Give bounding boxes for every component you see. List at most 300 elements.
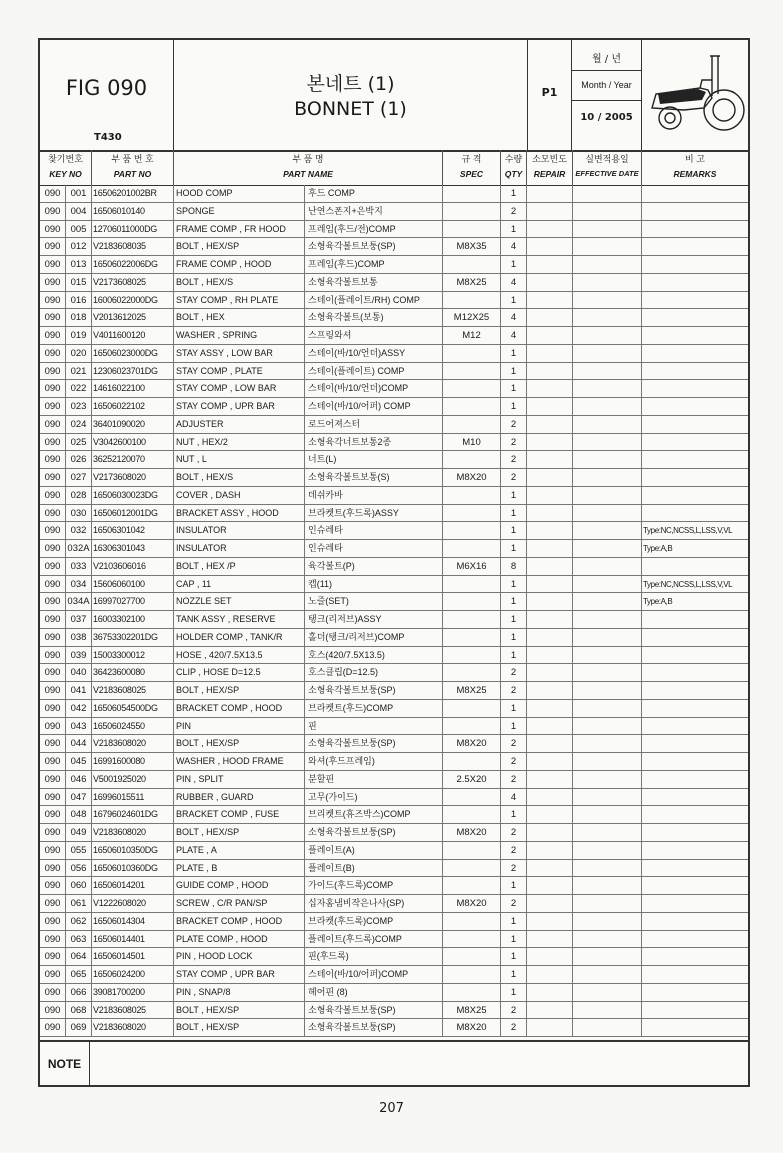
fig-no-cell: 090	[40, 718, 66, 735]
part-name-en-cell: FRAME COMP , HOOD	[174, 256, 305, 273]
qty-cell: 1	[501, 629, 527, 646]
key-no-cell: 056	[66, 860, 92, 877]
part-name-en-cell: PLATE , A	[174, 842, 305, 859]
qty-cell: 1	[501, 877, 527, 894]
spec-cell: M8X25	[443, 1002, 501, 1019]
spec-cell	[443, 292, 501, 309]
fig-no-cell: 090	[40, 380, 66, 397]
remarks-cell	[642, 434, 748, 451]
effective-date-cell	[573, 913, 642, 930]
part-name-en-cell: BRACKET COMP , FUSE	[174, 806, 305, 823]
part-name-kr-cell: 핀	[305, 718, 443, 735]
fig-no-cell: 090	[40, 345, 66, 362]
table-row	[40, 718, 748, 736]
part-no-cell: 16506014501	[92, 948, 174, 965]
fig-no-cell: 090	[40, 948, 66, 965]
remarks-cell	[642, 380, 748, 397]
spec-cell	[443, 984, 501, 1001]
repair-cell	[527, 505, 573, 522]
spec-cell: M12	[443, 327, 501, 344]
part-name-en-cell: WASHER , SPRING	[174, 327, 305, 344]
part-name-kr-cell: 소형육각볼트보퉁(SP)	[305, 682, 443, 699]
part-name-en-cell: GUIDE COMP , HOOD	[174, 877, 305, 894]
part-no-cell: V2183608035	[92, 238, 174, 255]
key-no-cell: 044	[66, 735, 92, 752]
qty-cell: 1	[501, 345, 527, 362]
spec-cell	[443, 398, 501, 415]
part-name-en-cell: HOOD COMP	[174, 185, 305, 202]
spec-cell	[443, 877, 501, 894]
remarks-cell	[642, 735, 748, 752]
fig-no-cell: 090	[40, 203, 66, 220]
key-no-cell: 022	[66, 380, 92, 397]
effective-date-cell	[573, 593, 642, 610]
spec-cell: M8X20	[443, 1019, 501, 1036]
fig-no-cell: 090	[40, 434, 66, 451]
remarks-cell	[642, 700, 748, 717]
part-name-kr-cell: 캡(11)	[305, 576, 443, 593]
part-name-kr-cell: 너트(L)	[305, 451, 443, 468]
key-no-cell: 047	[66, 789, 92, 806]
qty-cell: 2	[501, 469, 527, 486]
table-row	[40, 434, 748, 452]
spec-cell	[443, 647, 501, 664]
fig-no-cell: 090	[40, 824, 66, 841]
table-row	[40, 380, 748, 398]
part-no-cell: 16506010140	[92, 203, 174, 220]
part-name-en-cell: CAP , 11	[174, 576, 305, 593]
qty-cell: 1	[501, 913, 527, 930]
table-row	[40, 860, 748, 878]
part-no-cell: 16003302100	[92, 611, 174, 628]
spec-cell	[443, 451, 501, 468]
key-no-cell: 037	[66, 611, 92, 628]
key-no-cell: 064	[66, 948, 92, 965]
fig-no-cell: 090	[40, 505, 66, 522]
effective-date-cell	[573, 824, 642, 841]
part-no-cell: V2183608020	[92, 824, 174, 841]
part-name-en-cell: ADJUSTER	[174, 416, 305, 433]
part-name-en-cell: BOLT , HEX/SP	[174, 1019, 305, 1036]
effective-date-cell	[573, 238, 642, 255]
remarks-cell	[642, 664, 748, 681]
remarks-cell	[642, 913, 748, 930]
spec-cell	[443, 948, 501, 965]
repair-cell	[527, 451, 573, 468]
effective-date-cell	[573, 948, 642, 965]
repair-cell	[527, 877, 573, 894]
remarks-cell	[642, 487, 748, 504]
table-row	[40, 611, 748, 629]
repair-cell	[527, 842, 573, 859]
table-row	[40, 593, 748, 611]
remarks-cell	[642, 789, 748, 806]
table-row	[40, 877, 748, 895]
part-name-kr-cell: 프레임(후드/전)COMP	[305, 221, 443, 238]
table-row	[40, 416, 748, 434]
fig-no-cell: 090	[40, 984, 66, 1001]
fig-no-cell: 090	[40, 735, 66, 752]
qty-cell: 2	[501, 824, 527, 841]
part-no-cell: 12306023701DG	[92, 363, 174, 380]
part-name-kr-cell: 스프링와셔	[305, 327, 443, 344]
effective-date-cell	[573, 505, 642, 522]
key-no-cell: 049	[66, 824, 92, 841]
repair-cell	[527, 221, 573, 238]
spec-cell	[443, 789, 501, 806]
fig-no-cell: 090	[40, 274, 66, 291]
part-no-cell: 36423600080	[92, 664, 174, 681]
effective-date-cell	[573, 931, 642, 948]
key-no-cell: 034	[66, 576, 92, 593]
title-english: BONNET (1)	[294, 98, 407, 120]
spec-cell: M8X35	[443, 238, 501, 255]
part-no-cell: 15003300012	[92, 647, 174, 664]
part-name-en-cell: NUT , HEX/2	[174, 434, 305, 451]
fig-no-cell: 090	[40, 611, 66, 628]
repair-cell	[527, 824, 573, 841]
tractor-illustration	[642, 40, 748, 150]
table-row	[40, 824, 748, 842]
part-no-cell: 16506012001DG	[92, 505, 174, 522]
effective-date-cell	[573, 664, 642, 681]
qty-cell: 2	[501, 451, 527, 468]
key-no-cell: 039	[66, 647, 92, 664]
remarks-cell	[642, 221, 748, 238]
part-name-kr-cell: 소형육각볼트보퉁(SP)	[305, 238, 443, 255]
key-no-cell: 012	[66, 238, 92, 255]
repair-cell	[527, 629, 573, 646]
table-row	[40, 700, 748, 718]
part-name-en-cell: STAY COMP , LOW BAR	[174, 380, 305, 397]
repair-cell	[527, 593, 573, 610]
part-name-en-cell: PIN	[174, 718, 305, 735]
remarks-cell: Type:A,B	[643, 544, 673, 553]
repair-cell	[527, 487, 573, 504]
remarks-cell	[642, 629, 748, 646]
key-no-cell: 066	[66, 984, 92, 1001]
fig-no-cell: 090	[40, 931, 66, 948]
table-row	[40, 1019, 748, 1037]
remarks-cell	[642, 505, 748, 522]
part-no-cell: V3042600100	[92, 434, 174, 451]
spec-cell	[443, 664, 501, 681]
part-name-en-cell: INSULATOR	[174, 522, 305, 539]
part-name-kr-cell: 홀더(탱크/리저브)COMP	[305, 629, 443, 646]
key-no-cell: 032	[66, 522, 92, 539]
part-no-cell: 16506010360DG	[92, 860, 174, 877]
part-name-en-cell: STAY ASSY , LOW BAR	[174, 345, 305, 362]
parts-table	[40, 185, 748, 1037]
part-no-cell: 16506301042	[92, 522, 174, 539]
part-no-cell: 15606060100	[92, 576, 174, 593]
table-row	[40, 345, 748, 363]
key-no-cell: 001	[66, 185, 92, 202]
repair-cell	[527, 718, 573, 735]
qty-cell: 1	[501, 487, 527, 504]
table-row	[40, 789, 748, 807]
col-effective-date: 실변적용일 EFFECTIVE DATE	[573, 150, 642, 185]
remarks-cell	[642, 185, 748, 202]
spec-cell	[443, 380, 501, 397]
remarks-cell	[642, 345, 748, 362]
fig-no-cell: 090	[40, 913, 66, 930]
part-name-en-cell: PLATE , B	[174, 860, 305, 877]
repair-cell	[527, 558, 573, 575]
part-name-en-cell: NOZZLE SET	[174, 593, 305, 610]
spec-cell	[443, 185, 501, 202]
spec-cell	[443, 806, 501, 823]
remarks-cell	[642, 1019, 748, 1036]
repair-cell	[527, 647, 573, 664]
fig-no-cell: 090	[40, 966, 66, 983]
part-no-cell: 16506022102	[92, 398, 174, 415]
spec-cell	[443, 540, 501, 557]
qty-cell: 1	[501, 576, 527, 593]
col-part-no: 부 품 번 호 PART NO	[92, 150, 174, 185]
fig-no-cell: 090	[40, 363, 66, 380]
part-no-cell: 12706011000DG	[92, 221, 174, 238]
part-name-en-cell: TANK ASSY , RESERVE	[174, 611, 305, 628]
divider	[572, 70, 641, 71]
key-no-cell: 043	[66, 718, 92, 735]
remarks-cell	[642, 363, 748, 380]
spec-cell	[443, 611, 501, 628]
month-year-korean: 월 / 년	[591, 54, 622, 65]
key-no-cell: 021	[66, 363, 92, 380]
remarks-cell	[642, 966, 748, 983]
spec-cell	[443, 700, 501, 717]
part-no-cell: V4011600120	[92, 327, 174, 344]
remarks-cell	[642, 931, 748, 948]
repair-cell	[527, 309, 573, 326]
table-row	[40, 505, 748, 523]
effective-date-cell	[573, 1019, 642, 1036]
table-row	[40, 469, 748, 487]
repair-cell	[527, 327, 573, 344]
effective-date-cell	[573, 327, 642, 344]
qty-cell: 4	[501, 327, 527, 344]
effective-date-cell	[573, 274, 642, 291]
part-name-en-cell: BOLT , HEX/SP	[174, 824, 305, 841]
table-row	[40, 363, 748, 381]
qty-cell: 2	[501, 860, 527, 877]
key-no-cell: 025	[66, 434, 92, 451]
fig-no-cell: 090	[40, 860, 66, 877]
part-no-cell: 16506023000DG	[92, 345, 174, 362]
qty-cell: 2	[501, 682, 527, 699]
effective-date-cell	[573, 434, 642, 451]
table-row	[40, 948, 748, 966]
repair-cell	[527, 469, 573, 486]
remarks-cell	[642, 611, 748, 628]
key-no-cell: 033	[66, 558, 92, 575]
spec-cell	[443, 487, 501, 504]
repair-cell	[527, 292, 573, 309]
key-no-cell: 027	[66, 469, 92, 486]
key-no-cell: 028	[66, 487, 92, 504]
remarks-cell: Type:NC,NCSS,L,LSS,V,VL	[643, 579, 733, 589]
qty-cell: 1	[501, 806, 527, 823]
part-name-en-cell: BOLT , HEX	[174, 309, 305, 326]
fig-no-cell: 090	[40, 1002, 66, 1019]
qty-cell: 2	[501, 434, 527, 451]
key-no-cell: 068	[66, 1002, 92, 1019]
figure-cell	[40, 40, 174, 150]
repair-cell	[527, 948, 573, 965]
col-key-no: 찾기번호 KEY NO	[40, 150, 92, 185]
col-qty: 수량 QTY	[501, 150, 527, 185]
col-part-name: 부 품 명 PART NAME	[174, 150, 443, 185]
part-name-en-cell: BOLT , HEX /P	[174, 558, 305, 575]
key-no-cell: 048	[66, 806, 92, 823]
qty-cell: 1	[501, 363, 527, 380]
part-name-en-cell: BOLT , HEX/SP	[174, 1002, 305, 1019]
fig-no-cell: 090	[40, 256, 66, 273]
table-row	[40, 274, 748, 292]
part-name-kr-cell: 호스(420/7.5X13.5)	[305, 647, 443, 664]
spec-cell	[443, 203, 501, 220]
qty-cell: 1	[501, 647, 527, 664]
fig-no-cell: 090	[40, 558, 66, 575]
qty-cell: 2	[501, 895, 527, 912]
part-name-kr-cell: 프레임(후드)COMP	[305, 256, 443, 273]
spec-cell	[443, 345, 501, 362]
qty-cell: 2	[501, 735, 527, 752]
effective-date-cell	[573, 682, 642, 699]
part-name-en-cell: STAY COMP , PLATE	[174, 363, 305, 380]
part-name-kr-cell: 브리켓트(휴즈박스)COMP	[305, 806, 443, 823]
spec-cell: M8X20	[443, 469, 501, 486]
part-name-en-cell: STAY COMP , UPR BAR	[174, 398, 305, 415]
fig-no-cell: 090	[40, 292, 66, 309]
part-name-en-cell: BRACKET COMP , HOOD	[174, 700, 305, 717]
repair-cell	[527, 789, 573, 806]
table-row	[40, 913, 748, 931]
page-code: P1	[541, 86, 558, 99]
part-name-en-cell: BOLT , HEX/SP	[174, 238, 305, 255]
repair-cell	[527, 1019, 573, 1036]
part-no-cell: 16506014304	[92, 913, 174, 930]
repair-cell	[527, 380, 573, 397]
spec-cell	[443, 718, 501, 735]
spec-cell	[443, 913, 501, 930]
fig-no-cell: 090	[40, 185, 66, 202]
effective-date-cell	[573, 540, 642, 557]
effective-date-cell	[573, 647, 642, 664]
qty-cell: 1	[501, 185, 527, 202]
table-row	[40, 327, 748, 345]
part-name-kr-cell: 스테이(바/10/어퍼) COMP	[305, 398, 443, 415]
remarks-cell	[642, 842, 748, 859]
part-no-cell: 16991600080	[92, 753, 174, 770]
part-name-kr-cell: 브라켓(후드록)COMP	[305, 913, 443, 930]
remarks-cell	[642, 309, 748, 326]
key-no-cell: 013	[66, 256, 92, 273]
table-row	[40, 451, 748, 469]
qty-cell: 1	[501, 700, 527, 717]
qty-cell: 1	[501, 931, 527, 948]
remarks-cell	[642, 1002, 748, 1019]
model-name: T430	[94, 132, 122, 143]
remarks-cell	[642, 771, 748, 788]
part-name-kr-cell: 인슈레타	[305, 522, 443, 539]
note-label: NOTE	[40, 1042, 90, 1087]
table-row	[40, 753, 748, 771]
part-name-en-cell: FRAME COMP , FR HOOD	[174, 221, 305, 238]
page-cell	[528, 40, 572, 150]
repair-cell	[527, 913, 573, 930]
part-no-cell: 16306301043	[92, 540, 174, 557]
repair-cell	[527, 1002, 573, 1019]
qty-cell: 2	[501, 416, 527, 433]
date-cell	[572, 40, 642, 150]
qty-cell: 8	[501, 558, 527, 575]
part-name-kr-cell: 노즐(SET)	[305, 593, 443, 610]
effective-date-cell	[573, 771, 642, 788]
remarks-cell	[642, 718, 748, 735]
spec-cell	[443, 363, 501, 380]
repair-cell	[527, 363, 573, 380]
table-row	[40, 931, 748, 949]
repair-cell	[527, 434, 573, 451]
repair-cell	[527, 416, 573, 433]
part-no-cell: 16506022006DG	[92, 256, 174, 273]
part-name-en-cell: STAY COMP , RH PLATE	[174, 292, 305, 309]
spec-cell	[443, 629, 501, 646]
part-no-cell: 16506201002BR	[92, 185, 174, 202]
key-no-cell: 061	[66, 895, 92, 912]
key-no-cell: 020	[66, 345, 92, 362]
effective-date-cell	[573, 185, 642, 202]
key-no-cell: 015	[66, 274, 92, 291]
part-name-kr-cell: 가이드(후드록)COMP	[305, 877, 443, 894]
col-remarks: 비 고 REMARKS	[673, 154, 717, 179]
part-name-kr-cell: 스테이(바/10/어퍼)COMP	[305, 966, 443, 983]
fig-no-cell: 090	[40, 895, 66, 912]
spec-cell	[443, 593, 501, 610]
effective-date-cell	[573, 753, 642, 770]
remarks-cell	[642, 860, 748, 877]
repair-cell	[527, 398, 573, 415]
part-no-cell: V2183608025	[92, 1002, 174, 1019]
remarks-cell	[642, 469, 748, 486]
effective-date-cell	[573, 416, 642, 433]
qty-cell: 1	[501, 380, 527, 397]
key-no-cell: 023	[66, 398, 92, 415]
spec-cell: M10	[443, 434, 501, 451]
remarks-cell	[642, 416, 748, 433]
spec-cell	[443, 753, 501, 770]
part-name-kr-cell: 소형육각볼트보통	[305, 274, 443, 291]
part-name-kr-cell: 호스클립(D=12.5)	[305, 664, 443, 681]
key-no-cell: 062	[66, 913, 92, 930]
part-name-en-cell: BOLT , HEX/S	[174, 469, 305, 486]
part-name-kr-cell: 스테이(바/10/언더)COMP	[305, 380, 443, 397]
fig-no-cell: 090	[40, 451, 66, 468]
part-no-cell: 16506024550	[92, 718, 174, 735]
effective-date-cell	[573, 363, 642, 380]
part-name-en-cell: STAY COMP , UPR BAR	[174, 966, 305, 983]
fig-no-cell: 090	[40, 238, 66, 255]
part-no-cell: V2183608020	[92, 735, 174, 752]
part-no-cell: 16506014201	[92, 877, 174, 894]
part-name-kr-cell: 플레이트(후드록)COMP	[305, 931, 443, 948]
repair-cell	[527, 540, 573, 557]
part-name-kr-cell: 플레이트(A)	[305, 842, 443, 859]
key-no-cell: 019	[66, 327, 92, 344]
qty-cell: 1	[501, 292, 527, 309]
